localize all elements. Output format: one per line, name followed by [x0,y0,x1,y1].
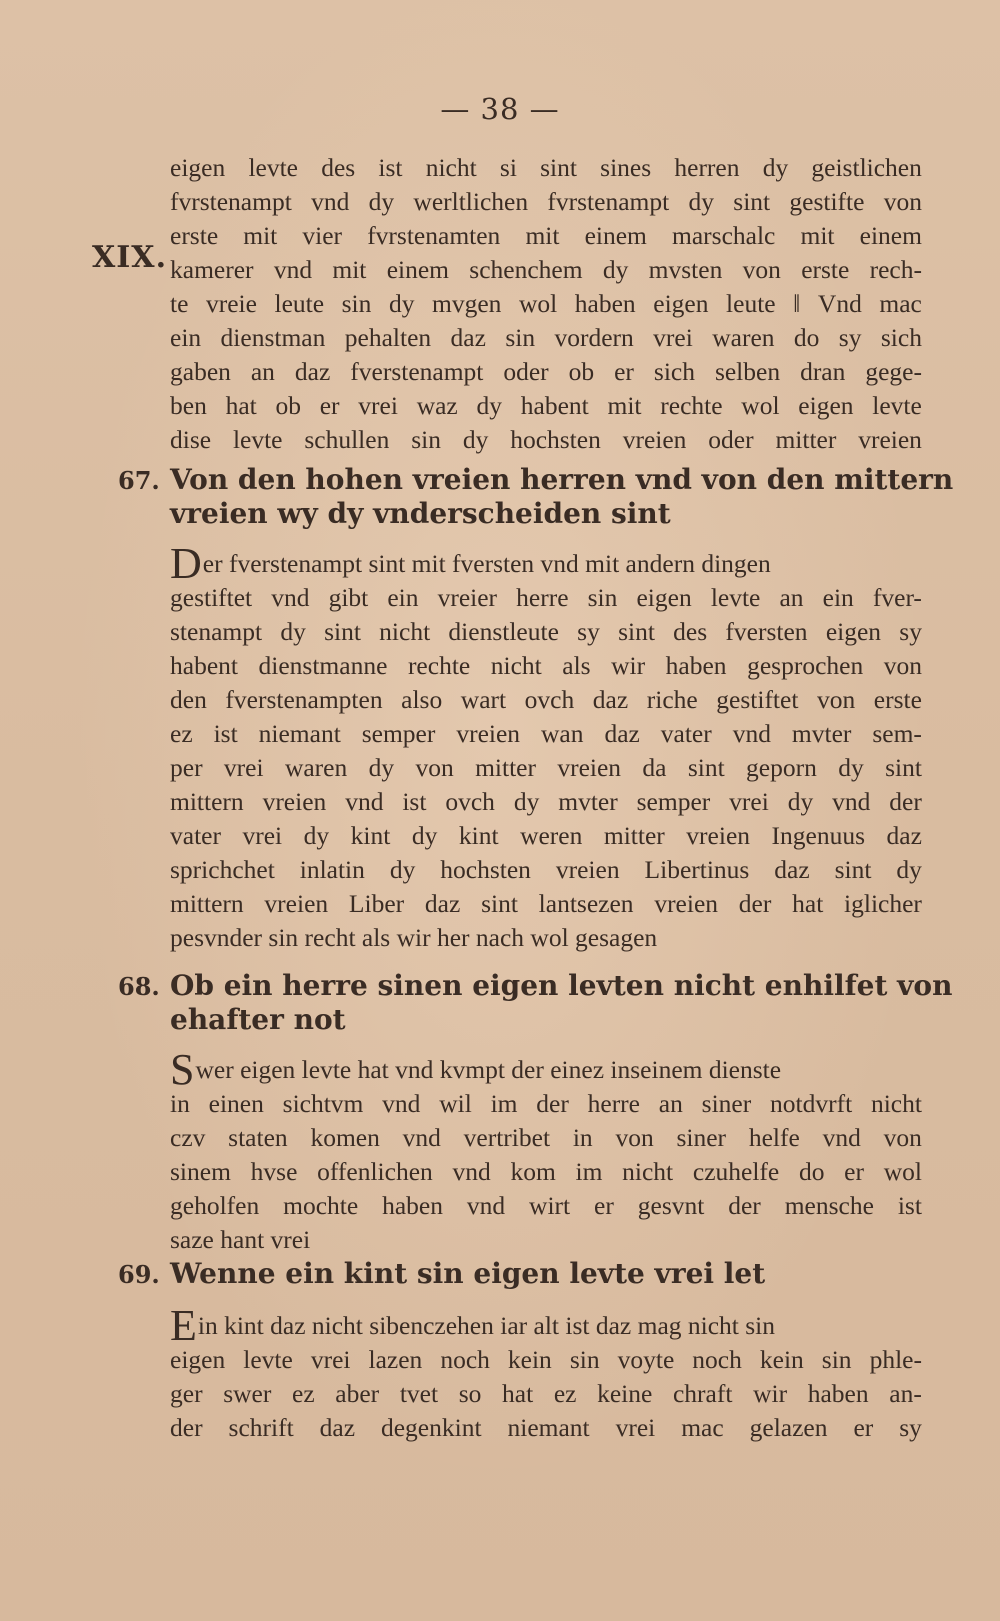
drop-capital: D [170,539,202,588]
section-heading: vreien wy dy vnderscheiden sint [170,497,671,530]
section-number: 68. [118,972,160,1001]
text-line: ein dienstman pehalten daz sin vordern vrei waren do sy sich [170,323,922,352]
section-heading: Von den hohen vreien herren vnd von den mittern [170,463,954,496]
text-line: dise levte schullen sin dy hochsten vreien oder mitter vreien [170,425,922,454]
text-line: mittern vreien vnd ist ovch dy mvter semper vrei dy vnd der [170,787,922,816]
text-line: den fverstenampten also wart ovch daz riche gestiftet von erste [170,685,922,714]
text-line: te vreie leute sin dy mvgen wol haben eigen leute ‖ Vnd mac [170,289,922,318]
text-line: geholfen mochte haben vnd wirt er gesvnt der mensche ist [170,1191,922,1220]
section-heading: Ob ein herre sinen eigen levten nicht enhilfet von [170,969,953,1002]
text-line: erste mit vier fvrstenamten mit einem marschalc mit einem [170,221,922,250]
text-line: eigen levte vrei lazen noch kein sin voyte noch kein sin phle- [170,1345,922,1374]
text-line: der schrift daz degenkint niemant vrei mac gelazen er sy [170,1413,922,1442]
text-line: ben hat ob er vrei waz dy habent mit rechte wol eigen levte [170,391,922,420]
section-heading: ehafter not [170,1003,346,1036]
text-line: pesvnder sin recht als wir her nach wol gesagen [170,923,658,952]
text-line: sprichchet inlatin dy hochsten vreien Libertinus daz sint dy [170,855,922,884]
text-line: in einen sichtvm vnd wil im der herre an siner notdvrft nicht [170,1089,922,1118]
text-line: kamerer vnd mit einem schenchem dy mvsten von erste rech- [170,255,922,284]
page-number: — 38 — [440,92,560,126]
text-line: habent dienstmanne rechte nicht als wir haben gesprochen von [170,651,922,680]
text-line: saze hant vrei [170,1225,311,1254]
text-line: S wer eigen levte hat vnd kvmpt der einez inseinem dienste [170,1045,782,1094]
text-line: czv staten komen vnd vertribet in von siner helfe vnd von [170,1123,922,1152]
text-line: gaben an daz fverstenampt oder ob er sich selben dran gege- [170,357,922,386]
text-line: eigen levte des ist nicht si sint sines herren dy geistlichen [170,153,922,182]
text-line: E in kint daz nicht sibenczehen iar alt ist daz mag nicht sin [170,1301,776,1350]
section-heading: Wenne ein kint sin eigen levte vrei let [170,1257,766,1290]
section-number: 67. [118,466,160,495]
text-line: vater vrei dy kint dy kint weren mitter vreien Ingenuus daz [170,821,922,850]
text-line: gestiftet vnd gibt ein vreier herre sin eigen levte an ein fver- [170,583,922,612]
text-line: D er fverstenampt sint mit fversten vnd mit andern dingen [170,539,771,588]
text-line: mittern vreien Liber daz sint lantsezen vreien der hat iglicher [170,889,922,918]
section-number: 69. [118,1260,160,1289]
text-line: per vrei waren dy von mitter vreien da sint geporn dy sint [170,753,922,782]
text-line: ez ist niemant semper vreien wan daz vater vnd mvter sem- [170,719,922,748]
text-line: fvrstenampt vnd dy werltlichen fvrstenampt dy sint gestifte von [170,187,922,216]
drop-capital: S [170,1045,195,1094]
drop-capital: E [170,1301,197,1350]
text-line: stenampt dy sint nicht dienstleute sy sint des fversten eigen sy [170,617,922,646]
text-line: sinem hvse offenlichen vnd kom im nicht czuhelfe do er wol [170,1157,922,1186]
margin-chapter-numeral: XIX. [92,240,168,275]
text-line: ger swer ez aber tvet so hat ez keine chraft wir haben an- [170,1379,922,1408]
